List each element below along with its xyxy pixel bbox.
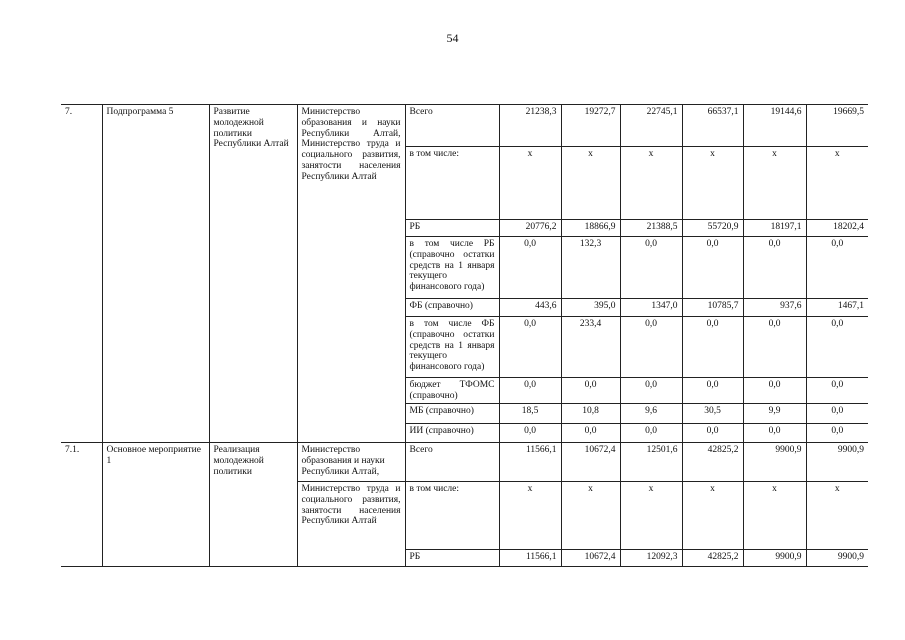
value-cell: 66537,1 bbox=[682, 105, 743, 147]
value-cell: 19144,6 bbox=[743, 105, 806, 147]
value-cell: 0,0 bbox=[682, 317, 743, 378]
value-cell: 9900,9 bbox=[806, 550, 868, 567]
value-cell: х bbox=[682, 482, 743, 550]
value-cell: 0,0 bbox=[620, 317, 682, 378]
row-number: 7.1. bbox=[61, 443, 102, 567]
value-cell: 9900,9 bbox=[806, 443, 868, 482]
value-cell: 9900,9 bbox=[743, 443, 806, 482]
value-cell: 10785,7 bbox=[682, 299, 743, 317]
value-cell: 0,0 bbox=[743, 237, 806, 299]
value-cell: х bbox=[499, 147, 561, 220]
value-cell: х bbox=[806, 482, 868, 550]
row-name: Основное мероприятие 1 bbox=[102, 443, 209, 567]
row-goal: Развитие молодежной политики Республики Алтай bbox=[209, 105, 297, 443]
value-cell: 11566,1 bbox=[499, 550, 561, 567]
source-label: РБ bbox=[405, 550, 499, 567]
row-number: 7. bbox=[61, 105, 102, 443]
value-cell: 937,6 bbox=[743, 299, 806, 317]
value-cell: 21238,3 bbox=[499, 105, 561, 147]
value-cell: 18202,4 bbox=[806, 220, 868, 237]
source-label: РБ bbox=[405, 220, 499, 237]
source-label: МБ (справочно) bbox=[405, 404, 499, 424]
value-cell: 20776,2 bbox=[499, 220, 561, 237]
value-cell: 0,0 bbox=[743, 424, 806, 443]
value-cell: 21388,5 bbox=[620, 220, 682, 237]
value-cell: 42825,2 bbox=[682, 550, 743, 567]
source-label: в том числе ФБ (справочно остатки средств на 1 января текущего финансового года) bbox=[405, 317, 499, 378]
source-label: ФБ (справочно) bbox=[405, 299, 499, 317]
value-cell: 19272,7 bbox=[561, 105, 620, 147]
row-responsible: Министерство образования и науки Республики Алтай, Министерство труда и социального развития, занятости населения Республики Алтай bbox=[297, 105, 405, 443]
value-cell: 18,5 bbox=[499, 404, 561, 424]
value-cell: 18866,9 bbox=[561, 220, 620, 237]
value-cell: 9,9 bbox=[743, 404, 806, 424]
value-cell: 10,8 bbox=[561, 404, 620, 424]
value-cell: 9900,9 bbox=[743, 550, 806, 567]
row-name: Подпрограмма 5 bbox=[102, 105, 209, 443]
budget-table bbox=[61, 104, 868, 567]
row-responsible: Министерство образования и науки Республики Алтай, bbox=[297, 443, 405, 482]
page-number: 54 bbox=[446, 31, 459, 45]
value-cell: 132,3 bbox=[561, 237, 620, 299]
value-cell: 0,0 bbox=[806, 424, 868, 443]
value-cell: х bbox=[806, 147, 868, 220]
value-cell: 42825,2 bbox=[682, 443, 743, 482]
value-cell: 0,0 bbox=[499, 237, 561, 299]
value-cell: 1347,0 bbox=[620, 299, 682, 317]
value-cell: 395,0 bbox=[561, 299, 620, 317]
value-cell: 0,0 bbox=[561, 378, 620, 404]
value-cell: 233,4 bbox=[561, 317, 620, 378]
value-cell: 9,6 bbox=[620, 404, 682, 424]
source-label: в том числе: bbox=[405, 482, 499, 550]
source-label: Всего bbox=[405, 105, 499, 147]
value-cell: 11566,1 bbox=[499, 443, 561, 482]
value-cell: 30,5 bbox=[682, 404, 743, 424]
value-cell: 19669,5 bbox=[806, 105, 868, 147]
value-cell: 22745,1 bbox=[620, 105, 682, 147]
row-goal: Реализация молодежной политики bbox=[209, 443, 297, 567]
value-cell: х bbox=[682, 147, 743, 220]
value-cell: 10672,4 bbox=[561, 550, 620, 567]
value-cell: 443,6 bbox=[499, 299, 561, 317]
value-cell: 0,0 bbox=[620, 424, 682, 443]
source-label: бюджет ТФОМС (справочно) bbox=[405, 378, 499, 404]
value-cell: х bbox=[620, 147, 682, 220]
value-cell: х bbox=[743, 147, 806, 220]
value-cell: 0,0 bbox=[806, 378, 868, 404]
value-cell: 0,0 bbox=[743, 378, 806, 404]
source-label: в том числе РБ (справочно остатки средств на 1 января текущего финансового года) bbox=[405, 237, 499, 299]
value-cell: 0,0 bbox=[620, 378, 682, 404]
value-cell: 0,0 bbox=[499, 317, 561, 378]
value-cell: 0,0 bbox=[806, 317, 868, 378]
value-cell: 10672,4 bbox=[561, 443, 620, 482]
value-cell: 0,0 bbox=[561, 424, 620, 443]
value-cell: 0,0 bbox=[743, 317, 806, 378]
row-responsible-cont: Министерство труда и социального развития, занятости населения Республики Алтай bbox=[297, 482, 405, 567]
value-cell: 55720,9 bbox=[682, 220, 743, 237]
value-cell: 0,0 bbox=[499, 424, 561, 443]
source-label: Всего bbox=[405, 443, 499, 482]
table-row bbox=[61, 443, 868, 482]
value-cell: 0,0 bbox=[682, 378, 743, 404]
source-label: ИИ (справочно) bbox=[405, 424, 499, 443]
value-cell: х bbox=[743, 482, 806, 550]
value-cell: 0,0 bbox=[806, 237, 868, 299]
value-cell: х bbox=[499, 482, 561, 550]
value-cell: 0,0 bbox=[682, 424, 743, 443]
value-cell: х bbox=[561, 482, 620, 550]
value-cell: 0,0 bbox=[682, 237, 743, 299]
value-cell: 0,0 bbox=[806, 404, 868, 424]
value-cell: 12501,6 bbox=[620, 443, 682, 482]
source-label: в том числе: bbox=[405, 147, 499, 220]
value-cell: 12092,3 bbox=[620, 550, 682, 567]
table-row bbox=[61, 105, 868, 147]
value-cell: х bbox=[620, 482, 682, 550]
value-cell: 1467,1 bbox=[806, 299, 868, 317]
value-cell: х bbox=[561, 147, 620, 220]
value-cell: 0,0 bbox=[499, 378, 561, 404]
value-cell: 0,0 bbox=[620, 237, 682, 299]
value-cell: 18197,1 bbox=[743, 220, 806, 237]
